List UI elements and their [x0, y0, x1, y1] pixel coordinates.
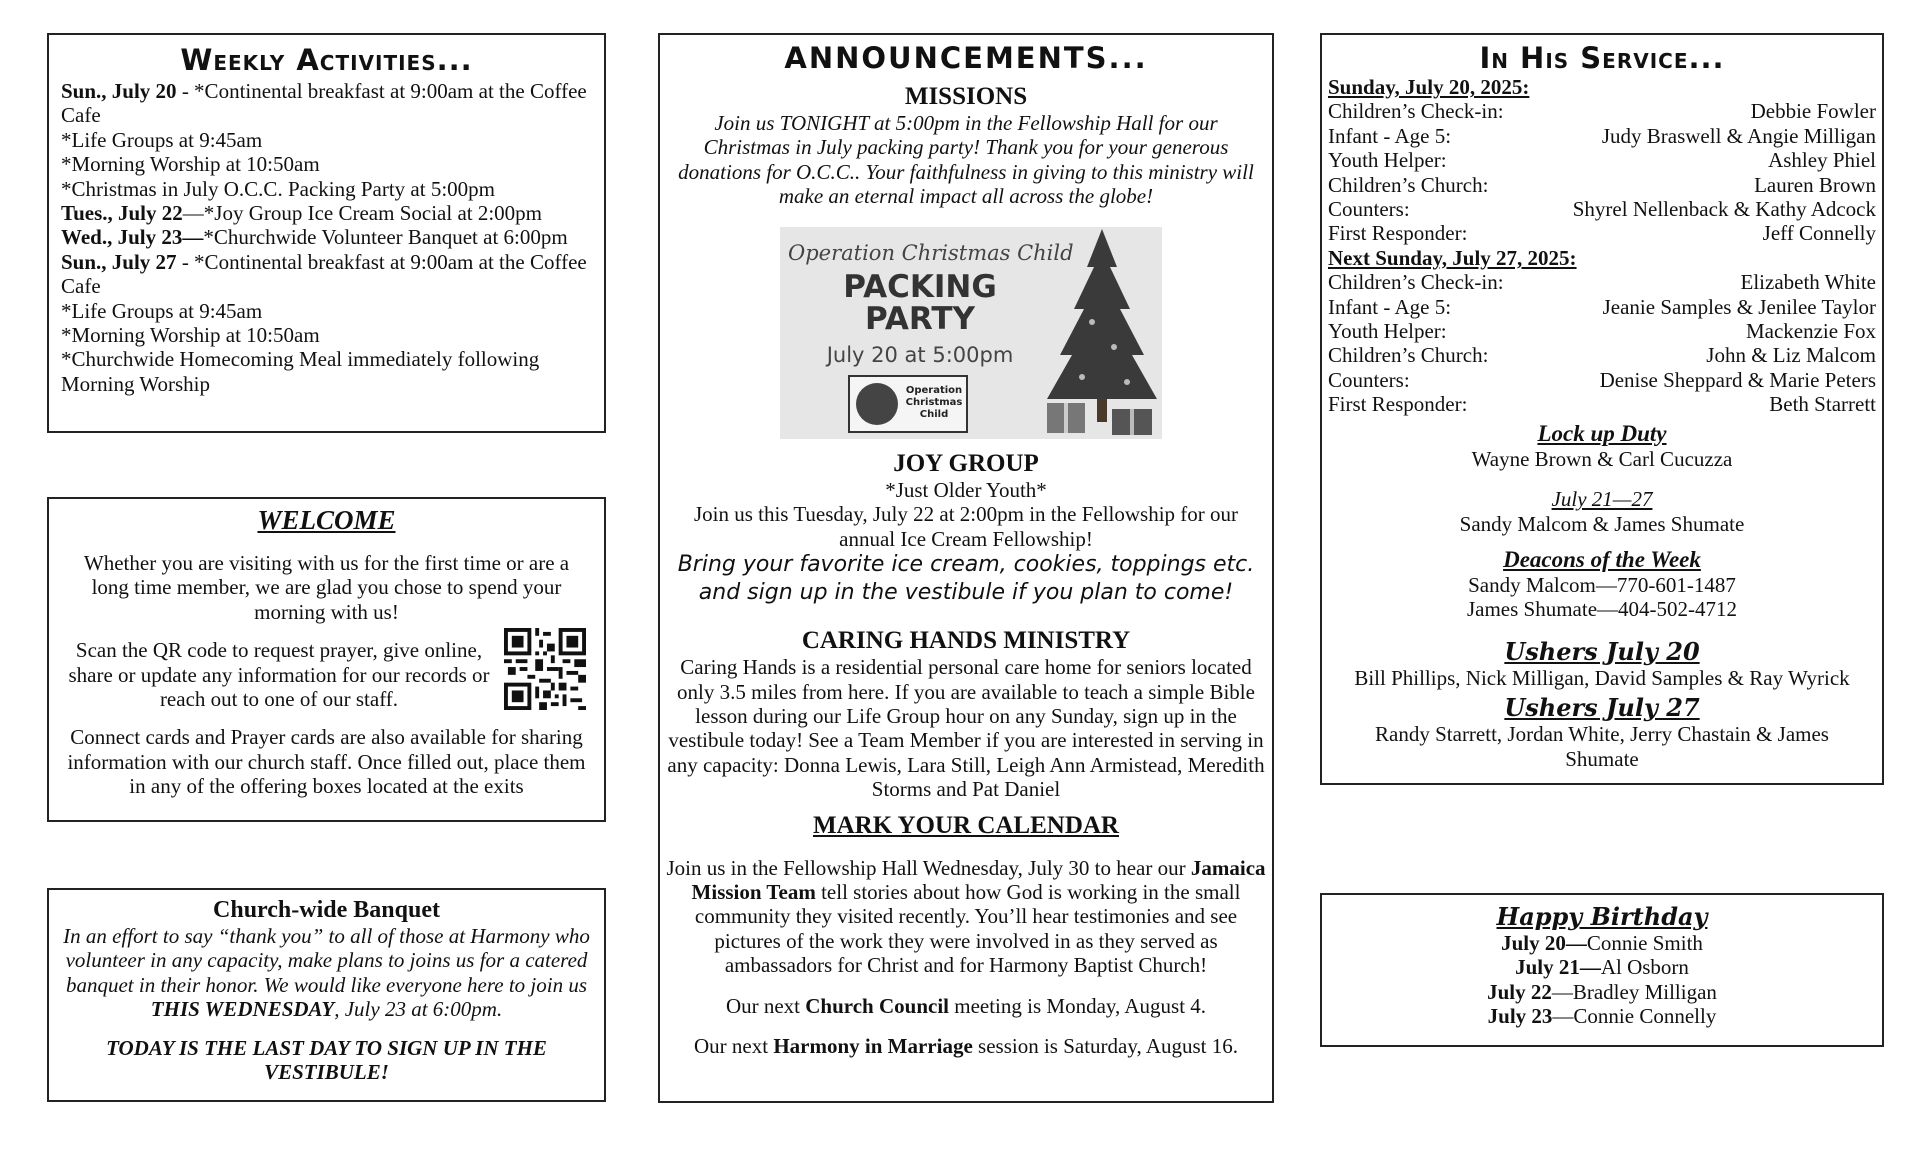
banquet-deadline: TODAY IS THE LAST DAY TO SIGN UP IN THE VESTIBULE! [106, 1035, 547, 1085]
mark-calendar-title: MARK YOUR CALENDAR [812, 811, 1119, 839]
service-row: Children’s Church: Lauren Brown [1328, 172, 1876, 197]
globe-icon [856, 383, 898, 425]
deacons-title: Deacons of the Week [1503, 546, 1701, 572]
flyer-heading: PACKING PARTY [843, 269, 997, 337]
ushers-july-20-title: Ushers July 20 [1504, 636, 1700, 666]
missions-title: MISSIONS [904, 83, 1028, 110]
birthday-item: July 23—Connie Connelly [1487, 1004, 1717, 1029]
packing-party-flyer [780, 227, 1162, 439]
weekly-activities-box [47, 33, 606, 433]
service-row: Youth Helper: Ashley Phiel [1328, 148, 1876, 173]
list-item: Sun., July 27 - *Continental breakfast at 9:00am at the Coffee Cafe [61, 249, 587, 299]
flyer-script-text: Operation Christmas Child [788, 241, 1074, 265]
banquet-box [47, 888, 606, 1102]
missions-text: Join us TONIGHT at 5:00pm in the Fellowship Hall for our Christmas in July packing party! Thank you for your generous donations for O.C.C.. Your faithfulness in giving to this ministry will make an eternal impact all across the globe! [678, 111, 1254, 209]
christmas-tree-icon [1042, 227, 1162, 439]
in-his-service-title: In His Service... [1479, 41, 1725, 75]
banquet-title: Church-wide Banquet [213, 897, 440, 923]
banquet-text: In an effort to say “thank you” to all of those at Harmony who volunteer in any capacity, make plans to joins us for a catered banquet in their honor. We would like everyone here to join us THIS WEDNESDAY, July 23 at 6:00pm. [63, 924, 590, 1022]
list-item: *Churchwide Homecoming Meal immediately following Morning Worship [61, 347, 540, 396]
service-schedule [1328, 75, 1876, 417]
announcements-title: ANNOUNCEMENTS... [784, 41, 1148, 75]
welcome-title: WELCOME [257, 505, 396, 535]
list-item: *Christmas in July O.C.C. Packing Party at 5:00pm [61, 176, 495, 201]
ushers-july-20-names: Bill Phillips, Nick Milligan, David Samples & Ray Wyrick [1354, 665, 1850, 690]
mission-team-text: Join us in the Fellowship Hall Wednesday, July 30 to hear our Jamaica Mission Team tell stories about how God is working in the small community they visited recently. You’ll hear testimonies and see pictures of the work they were involved in as they served as ambassadors for Christ and for Harmony Baptist Church! [666, 855, 1266, 978]
joy-group-text: Join us this Tuesday, July 22 at 2:00pm in the Fellowship for our annual Ice Cream Fellowship! [693, 502, 1239, 551]
service-row: Infant - Age 5: Judy Braswell & Angie Milligan [1328, 123, 1876, 148]
weekly-activities-list [61, 79, 592, 396]
flyer-date: July 20 at 5:00pm [826, 343, 1014, 367]
list-item: *Morning Worship at 10:50am [61, 323, 320, 348]
list-item: Sun., July 20 - *Continental breakfast at 9:00am at the Coffee Cafe [61, 79, 587, 128]
list-item: *Morning Worship at 10:50am [61, 152, 320, 177]
joy-group-subtitle: *Just Older Youth* [885, 478, 1047, 502]
welcome-cards-text: Connect cards and Prayer cards are also available for sharing information with our church staff. Once filled out, place them in any of the offering boxes located at the exits [67, 725, 586, 799]
service-row: First Responder: Jeff Connelly [1328, 221, 1876, 246]
list-item: *Life Groups at 9:45am [61, 298, 263, 323]
birthday-item: July 20—Connie Smith [1501, 931, 1703, 955]
announcements-body [664, 450, 1268, 1059]
list-item: *Life Groups at 9:45am [61, 127, 263, 152]
weekly-activities-title: Weekly Activities... [180, 43, 473, 77]
joy-group-title: JOY GROUP [893, 450, 1039, 477]
service-row: Children’s Church: John & Liz Malcom [1328, 343, 1876, 368]
birthday-box [1320, 893, 1884, 1047]
service-row: Youth Helper: Mackenzie Fox [1328, 319, 1876, 344]
lockup-names: Wayne Brown & Carl Cucuzza [1471, 446, 1733, 471]
joy-group-italic: Bring your favorite ice cream, cookies, toppings etc. and sign up in the vestibule if you plan to come! [677, 552, 1255, 606]
deacon-contact: James Shumate—404-502-4712 [1466, 597, 1738, 622]
service-date-heading: Next Sunday, July 27, 2025: [1328, 245, 1577, 270]
birthday-item: July 22—Bradley Milligan [1487, 979, 1717, 1004]
lockup-duty-title: Lock up Duty [1537, 420, 1667, 446]
birthday-item: July 21—Al Osborn [1515, 955, 1689, 980]
occ-logo: Operation Christmas Child [848, 375, 968, 433]
service-row: Children’s Check-in: Elizabeth White [1328, 270, 1876, 295]
deacon-contact: Sandy Malcom—770-601-1487 [1468, 572, 1736, 597]
list-item: Wed., July 23—*Churchwide Volunteer Banquet at 6:00pm [61, 225, 568, 250]
service-date-heading: Sunday, July 20, 2025: [1328, 75, 1530, 99]
list-item: Tues., July 22—*Joy Group Ice Cream Social at 2:00pm [61, 201, 543, 226]
service-row: Children’s Check-in: Debbie Fowler [1328, 99, 1876, 124]
qr-code[interactable] [504, 628, 586, 710]
welcome-intro: Whether you are visiting with us for the first time or are a long time member, we are glad you chose to spend your morning with us! [83, 551, 570, 624]
lockup-date: July 21—27 [1551, 487, 1653, 512]
harmony-marriage-text: Our next Harmony in Marriage session is Saturday, August 16. [693, 1034, 1239, 1059]
service-row: Infant - Age 5: Jeanie Samples & Jenilee Taylor [1328, 294, 1876, 319]
caring-hands-title: CARING HANDS MINISTRY [801, 627, 1131, 655]
caring-hands-text: Caring Hands is a residential personal care home for seniors located only 3.5 miles from here. If you are available to teach a simple Bible lesson during our Life Group hour on any Sunday, sign up in the vestibule today! See a Team Member if you are interested in serving in any capacity: Donna Lewis, Lara Still, Leigh Ann Armistead, Meredith Storms and Pat Daniel [667, 655, 1265, 802]
birthday-title: Happy Birthday [1496, 902, 1708, 931]
service-row: Counters: Denise Sheppard & Marie Peters [1328, 367, 1876, 392]
welcome-qr-text: Scan the QR code to request prayer, give online, share or update any information for our records or reach out to one of our staff. [68, 638, 490, 712]
service-row: First Responder: Beth Starrett [1328, 392, 1876, 417]
church-council-text: Our next Church Council meeting is Monday, August 4. [725, 993, 1207, 1018]
in-his-service-box [1320, 33, 1884, 785]
ushers-july-27-title: Ushers July 27 [1504, 693, 1700, 723]
service-row: Counters: Shyrel Nellenback & Kathy Adcock [1328, 197, 1876, 222]
ushers-july-27-names: Randy Starrett, Jordan White, Jerry Chastain & James Shumate [1375, 722, 1829, 771]
lockup-names-2: Sandy Malcom & James Shumate [1459, 511, 1745, 536]
